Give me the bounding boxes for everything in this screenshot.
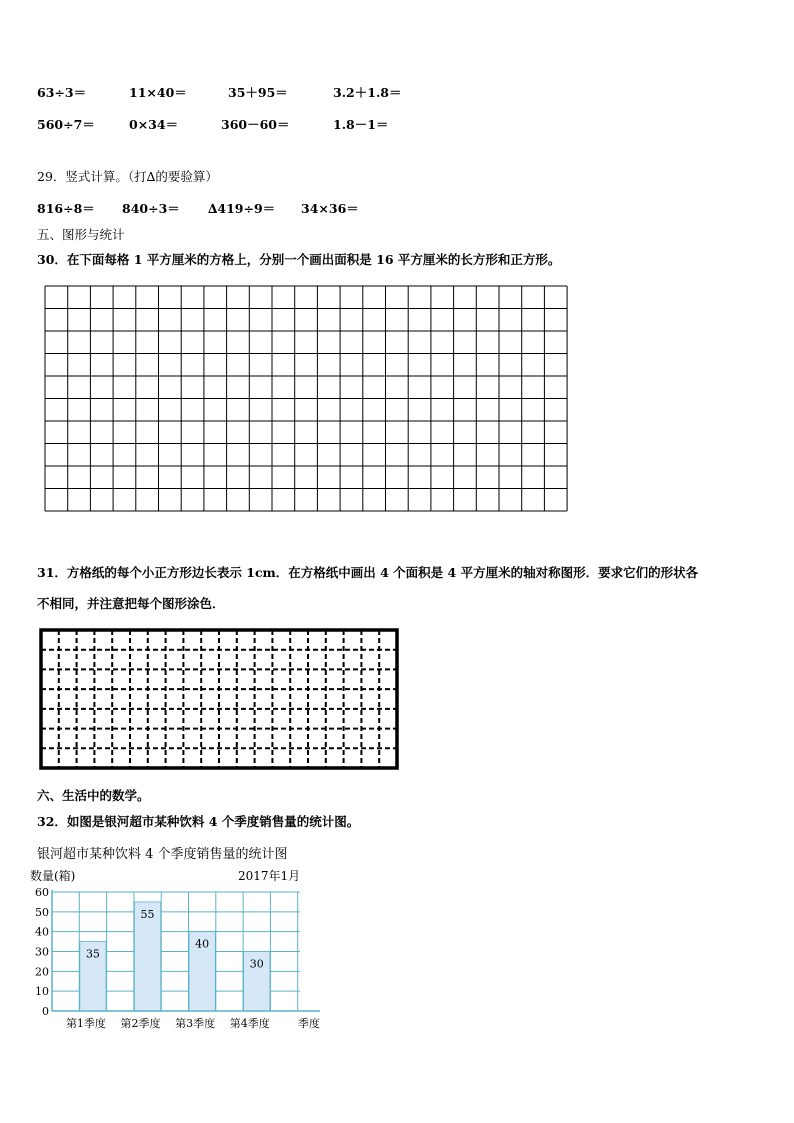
chart-date: 2017年1月 [238, 869, 301, 883]
q29-item: 816÷8＝ [37, 201, 95, 216]
q30-text: 30．在下面每格 1 平方厘米的方格上，分别一个画出面积是 16 平方厘米的长方形和正方形。 [37, 252, 561, 267]
y-axis-label: 数量(箱) [30, 869, 76, 883]
y-tick-label: 0 [42, 1005, 49, 1018]
square-grid-q30 [44, 285, 568, 513]
bar-value-label: 40 [195, 937, 210, 951]
calc-item: 1.8－1＝ [333, 117, 389, 132]
bar-value-label: 55 [140, 907, 155, 921]
q32-text: 32．如图是银河超市某种饮料 4 个季度销售量的统计图。 [37, 814, 360, 829]
category-label: 第1季度 [65, 1017, 106, 1030]
category-label: 第4季度 [229, 1017, 270, 1030]
calc-item: 11×40＝ [129, 85, 187, 100]
calc-item: 3.2＋1.8＝ [333, 85, 402, 100]
y-tick-label: 40 [35, 925, 49, 939]
y-tick-label: 60 [35, 886, 49, 899]
chart-title: 银河超市某种饮料 4 个季度销售量的统计图 [37, 847, 288, 862]
category-label: 第3季度 [175, 1017, 216, 1030]
q29-item: ∆419÷9＝ [208, 201, 276, 216]
y-tick-label: 20 [35, 965, 49, 979]
calc-item: 35＋95＝ [228, 85, 288, 100]
calc-item: 360－60＝ [221, 117, 290, 132]
y-tick-label: 30 [35, 945, 49, 959]
q29-item: 840÷3＝ [122, 201, 180, 216]
category-label: 第2季度 [120, 1017, 161, 1030]
q29-title: 29．竖式计算。（打∆的要验算） [37, 169, 218, 184]
calc-item: 0×34＝ [129, 117, 179, 132]
y-tick-label: 50 [35, 905, 49, 919]
q31-text-line2: 不相同，并注意把每个图形涂色． [37, 596, 225, 611]
calc-item: 560÷7＝ [37, 117, 95, 132]
bar-chart [30, 860, 340, 1040]
section-heading: 五、图形与统计 [37, 227, 125, 242]
section-heading: 六、生活中的数学。 [37, 788, 150, 803]
bar-value-label: 30 [249, 957, 264, 971]
q31-text-line1: 31．方格纸的每个小正方形边长表示 1cm．在方格纸中画出 4 个面积是 4 平方厘米的轴对称图形．要求它们的形状各 [37, 565, 699, 580]
x-axis-label: 季度 [298, 1017, 320, 1030]
calc-item: 63÷3＝ [37, 85, 87, 100]
dashed-grid-q31 [38, 627, 400, 772]
y-tick-label: 10 [35, 985, 49, 999]
q29-item: 34×36＝ [301, 201, 359, 216]
bar-value-label: 35 [85, 947, 100, 961]
